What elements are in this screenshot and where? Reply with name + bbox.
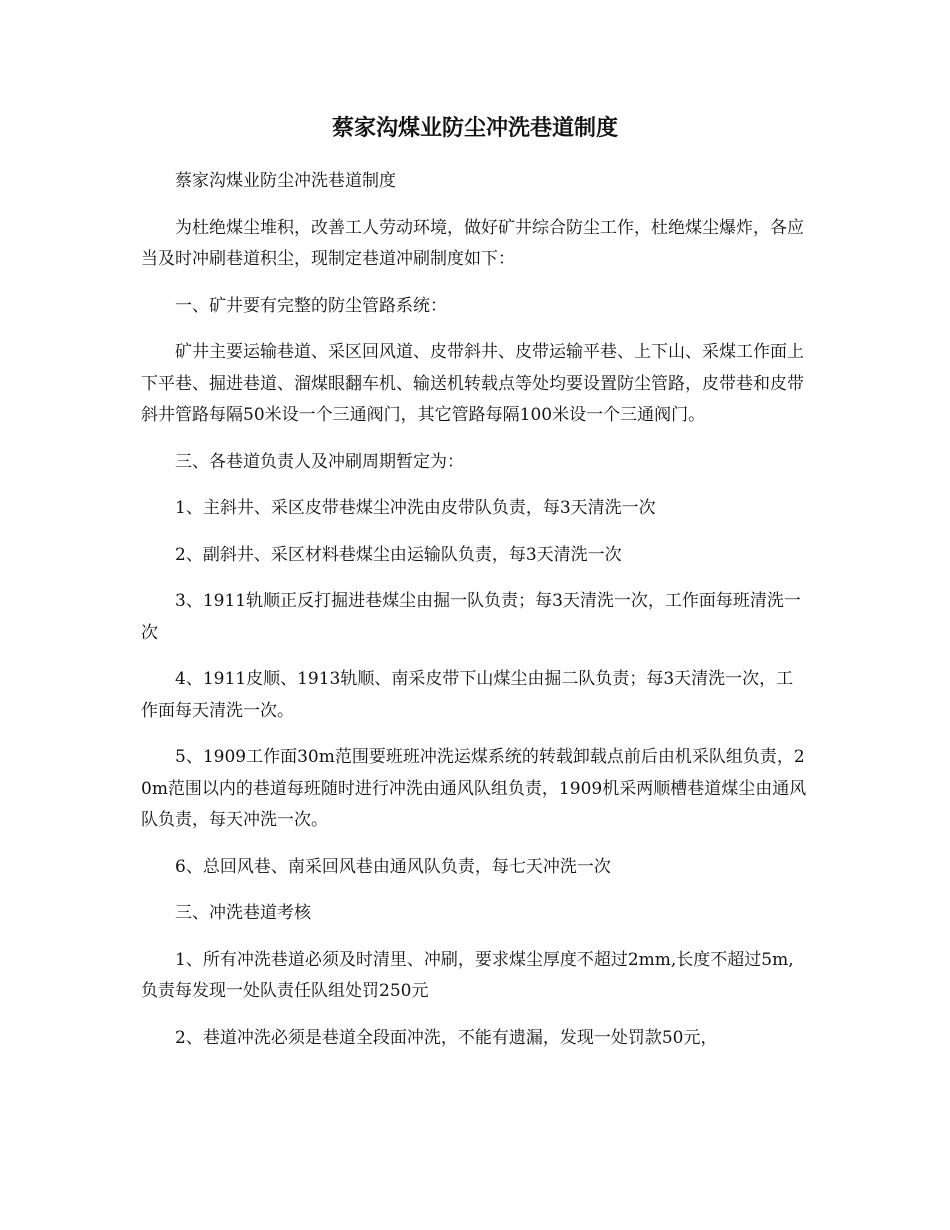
list-item-4: 4、1911皮顺、1913轨顺、南采皮带下山煤尘由掘二队负责；每3天清洗一次，工作面每天清洗一次。 [141, 669, 794, 721]
assessment-item-2: 2、巷道冲洗必须是巷道全段面冲洗，不能有遗漏，发现一处罚款50元， [175, 1027, 718, 1048]
list-item-6: 6、总回风巷、南采回风巷由通风队负责，每七天冲洗一次 [175, 856, 611, 877]
list-item-2: 2、副斜井、采区材料巷煤尘由运输队负责，每3天清洗一次 [175, 544, 622, 565]
paragraph-subtitle: 蔡家沟煤业防尘冲洗巷道制度 [175, 171, 396, 191]
paragraph-pipeline: 矿井主要运输巷道、采区回风道、皮带斜井、皮带运输平巷、上下山、采煤工作面上下平巷、掘进巷道、溜煤眼翻车机、输送机转载点等处均要设置防尘管路，皮带巷和皮带斜井管路每隔50米设一个三通阀门，其它管路每隔100米设一个三通阀门。 [141, 342, 804, 425]
assessment-item-1: 1、所有冲洗巷道必须及时清里、冲刷，要求煤尘厚度不超过2mm,长度不超过5m,负责每发现一处队责任队组处罚250元 [141, 949, 794, 1001]
list-item-1: 1、主斜井、采区皮带巷煤尘冲洗由皮带队负责，每3天清洗一次 [175, 498, 656, 518]
paragraph-intro: 为杜绝煤尘堆积，改善工人劳动环境，做好矿井综合防尘工作，杜绝煤尘爆炸，各应当及时冲刷巷道积尘，现制定巷道冲刷制度如下： [141, 217, 804, 269]
list-item-3: 3、1911轨顺正反打掘进巷煤尘由掘一队负责；每3天清洗一次，工作面每班清洗一次 [141, 591, 801, 643]
document-title: 蔡家沟煤业防尘冲洗巷道制度 [331, 115, 618, 141]
section-heading-assessment: 三、冲洗巷道考核 [175, 903, 311, 923]
list-item-5: 5、1909工作面30m范围要班班冲洗运煤系统的转载卸载点前后由机采队组负责，20m范围以内的巷道每班随时进行冲洗由通风队组负责，1909机采两顺槽巷道煤尘由通风队负责，每天冲洗一次。 [141, 747, 807, 830]
section-heading-pipeline: 一、矿井要有完整的防尘管路系统： [175, 295, 447, 316]
section-heading-responsibility: 三、各巷道负责人及冲刷周期暂定为： [175, 451, 464, 472]
